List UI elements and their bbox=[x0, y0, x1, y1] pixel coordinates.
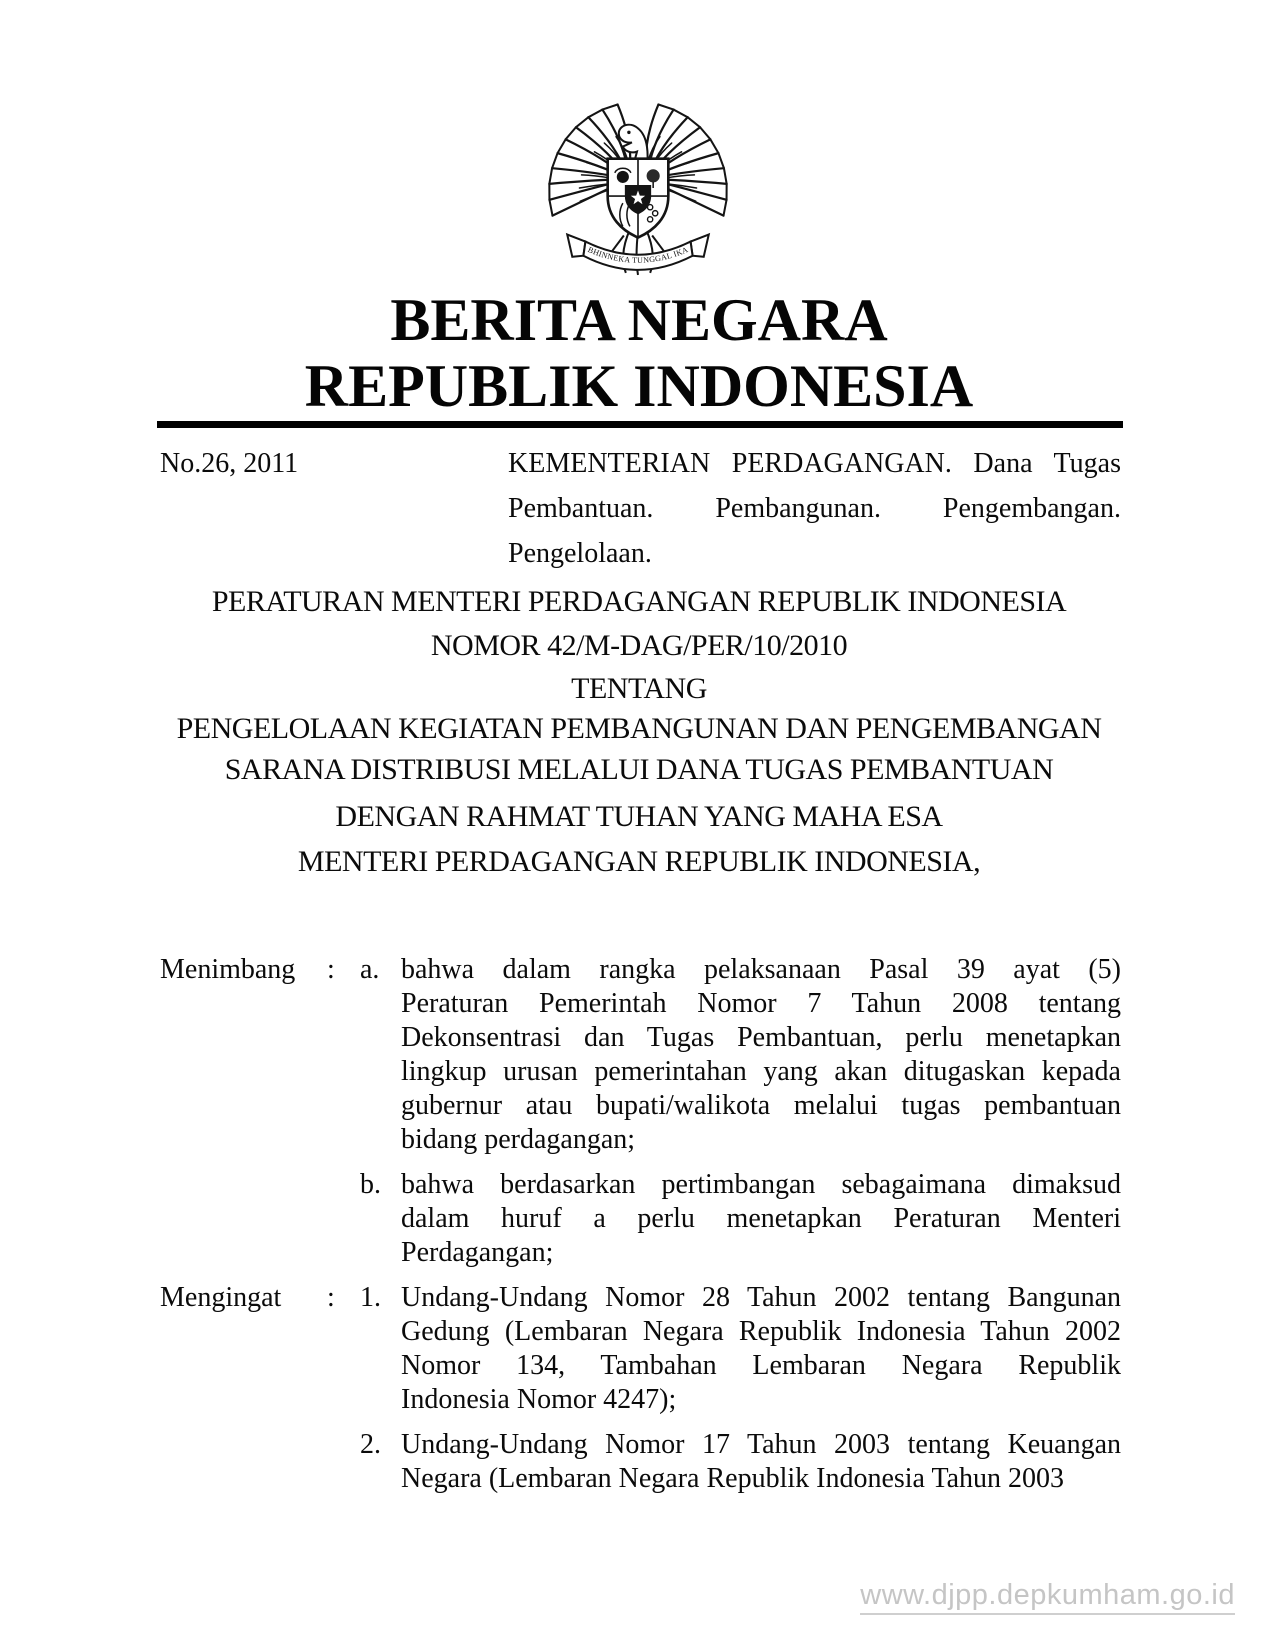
text-line: Perdagangan; bbox=[401, 1237, 554, 1268]
mengingat-colon: : bbox=[327, 1282, 335, 1313]
issue-number: No.26, 2011 bbox=[160, 448, 299, 479]
regulation-subject-line1: PENGELOLAAN KEGIATAN PEMBANGUNAN DAN PENGEMBANGAN bbox=[176, 712, 1102, 745]
mengingat-item-1-marker: 1. bbox=[360, 1282, 381, 1313]
regulation-tentang: TENTANG bbox=[571, 672, 707, 705]
mengingat-item-2-marker: 2. bbox=[360, 1429, 381, 1460]
regulation-title: PERATURAN MENTERI PERDAGANGAN REPUBLIK INDONESIA bbox=[211, 585, 1067, 618]
text-line: lingkup urusan pemerintahan yang akan ditugaskan kepada bbox=[401, 1056, 1121, 1087]
text-line: bahwa dalam rangka pelaksanaan Pasal 39 ayat (5) bbox=[401, 954, 1121, 985]
menimbang-label: Menimbang bbox=[160, 954, 296, 985]
menimbang-item-a-marker: a. bbox=[360, 954, 380, 985]
footer-watermark-url: www.djpp.depkumham.go.id bbox=[860, 1581, 1235, 1615]
abstract-line: KEMENTERIAN PERDAGANGAN. Dana Tugas bbox=[508, 448, 1121, 479]
menimbang-item-b-marker: b. bbox=[360, 1169, 381, 1200]
text-line: Dekonsentrasi dan Tugas Pembantuan, perlu menetapkan bbox=[401, 1022, 1121, 1053]
mengingat-item-1-text bbox=[401, 1281, 1121, 1417]
text-line: Negara (Lembaran Negara Republik Indonesia Tahun 2003 bbox=[401, 1463, 1065, 1494]
text-line: Undang-Undang Nomor 28 Tahun 2002 tentang Bangunan bbox=[401, 1282, 1121, 1313]
text-line: bahwa berdasarkan pertimbangan sebagaimana dimaksud bbox=[401, 1169, 1121, 1200]
menimbang-item-a-text bbox=[401, 953, 1121, 1157]
text-line: Nomor 134, Tambahan Lembaran Negara Republik bbox=[401, 1350, 1121, 1381]
text-line: dalam huruf a perlu menetapkan Peraturan Menteri bbox=[401, 1203, 1121, 1234]
menimbang-colon: : bbox=[327, 954, 335, 985]
masthead-rule bbox=[157, 421, 1123, 428]
abstract-line: Pembantuan. Pembangunan. Pengembangan. bbox=[508, 493, 1121, 524]
gazette-title-line1: BERITA NEGARA bbox=[390, 287, 888, 353]
issuer: MENTERI PERDAGANGAN REPUBLIK INDONESIA, bbox=[297, 845, 981, 878]
invocation: DENGAN RAHMAT TUHAN YANG MAHA ESA bbox=[335, 800, 943, 833]
menimbang-item-b-text bbox=[401, 1168, 1121, 1270]
text-line: Indonesia Nomor 4247); bbox=[401, 1384, 677, 1415]
text-line: Peraturan Pemerintah Nomor 7 Tahun 2008 tentang bbox=[401, 988, 1121, 1019]
mengingat-item-2-text bbox=[401, 1428, 1121, 1496]
text-line: bidang perdagangan; bbox=[401, 1124, 636, 1155]
garuda-pancasila-icon bbox=[545, 97, 731, 279]
regulation-number: NOMOR 42/M-DAG/PER/10/2010 bbox=[430, 629, 848, 662]
mengingat-label: Mengingat bbox=[160, 1282, 282, 1313]
text-line: Gedung (Lembaran Negara Republik Indonesia Tahun 2002 bbox=[401, 1316, 1121, 1347]
garuda-emblem-svg bbox=[545, 97, 731, 279]
regulation-subject-line2: SARANA DISTRIBUSI MELALUI DANA TUGAS PEMBANTUAN bbox=[224, 753, 1054, 786]
abstract-line: Pengelolaan. bbox=[508, 538, 652, 569]
subject-abstract bbox=[508, 441, 1121, 576]
text-line: gubernur atau bupati/walikota melalui tugas pembantuan bbox=[401, 1090, 1121, 1121]
gazette-title bbox=[156, 287, 1122, 419]
text-line: Undang-Undang Nomor 17 Tahun 2003 tentang Keuangan bbox=[401, 1429, 1121, 1460]
gazette-title-line2: REPUBLIK INDONESIA bbox=[304, 353, 974, 419]
pancasila-shield bbox=[608, 159, 669, 238]
motto-text: BHINNEKA TUNGGAL IKA bbox=[586, 245, 690, 265]
